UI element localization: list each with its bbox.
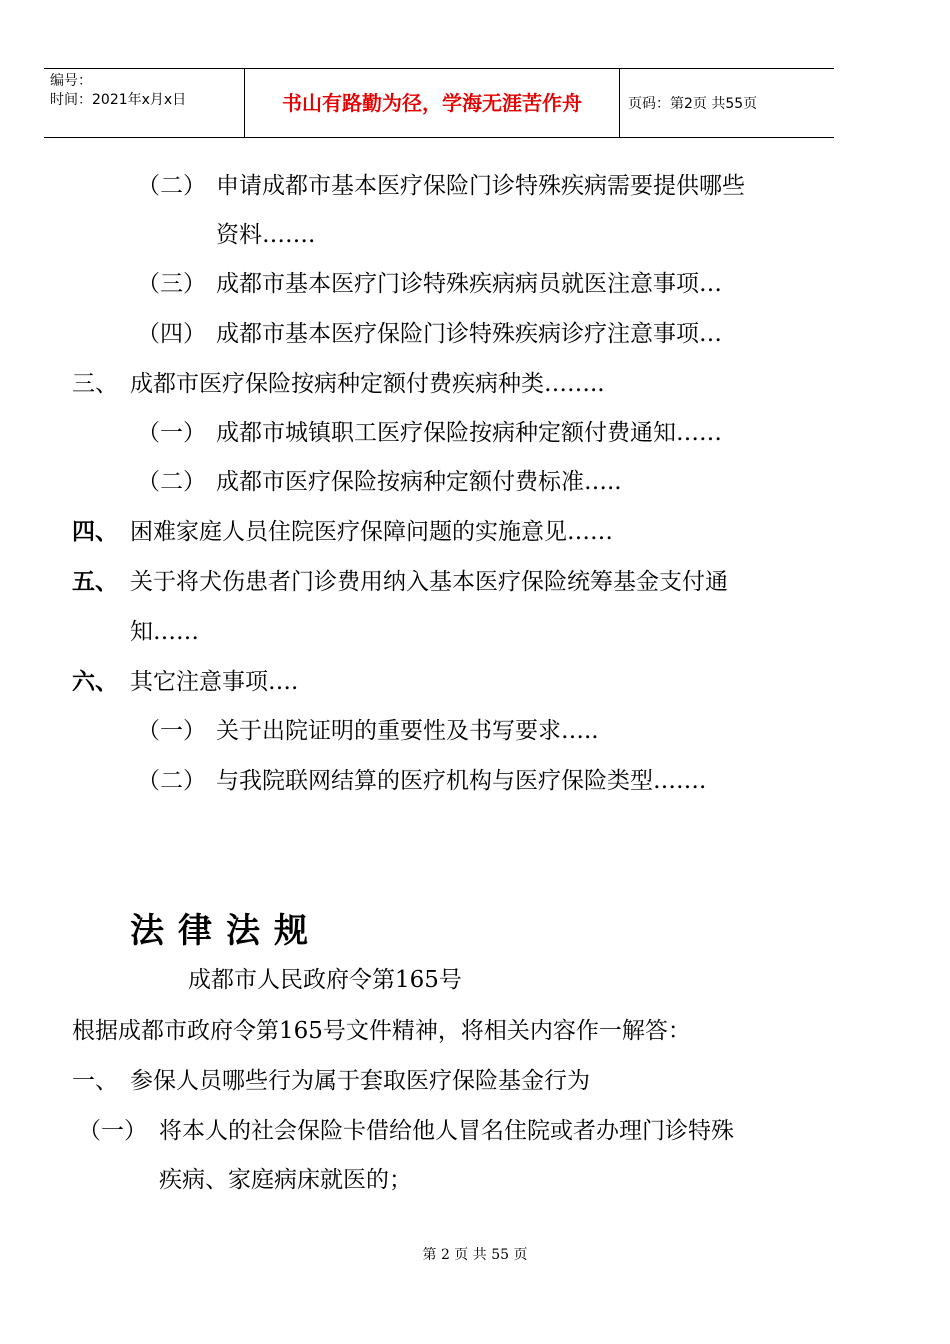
item-marker: 一、 [72,1068,118,1094]
page-footer: 第 2 页 共 55 页 [422,1247,528,1263]
toc-marker: 三、 [72,371,118,397]
toc-text: 困难家庭人员住院医疗保障问题的实施意见…… [130,519,613,545]
toc-text: 知…… [130,619,199,645]
toc-marker: （二） [137,469,206,495]
section-title: 法律法规 [130,911,322,951]
toc-text: 关于出院证明的重要性及书写要求….. [216,718,599,744]
toc-text: 资料……. [216,222,316,248]
header-time-label: 时间：2021年x月x日 [50,92,187,108]
toc-marker: （二） [137,173,206,199]
toc-marker: 四、 [72,518,118,545]
toc-marker: （一） [137,718,206,744]
header-page-info: 页码：第2页 共55页 [628,96,758,112]
toc-marker: （四） [137,321,206,347]
subitem-marker: （一） [78,1118,147,1144]
toc-marker: （三） [137,271,206,297]
decree-line: 成都市人民政府令第165号 [188,967,462,993]
toc-text: 成都市医疗保险按病种定额付费标准….. [216,469,622,495]
header-center-cell [245,69,620,137]
intro-paragraph: 根据成都市政府令第165号文件精神，将相关内容作一解答： [72,1018,691,1044]
toc-text: 成都市医疗保险按病种定额付费疾病种类…….. [130,371,605,397]
header-motto: 书山有路勤为径，学海无涯苦作舟 [282,91,582,115]
toc-text: 申请成都市基本医疗保险门诊特殊疾病需要提供哪些 [216,173,745,199]
page-header [44,68,834,138]
subitem-text: 将本人的社会保险卡借给他人冒名住院或者办理门诊特殊 [159,1118,734,1144]
toc-text: 关于将犬伤患者门诊费用纳入基本医疗保险统筹基金支付通 [130,569,728,595]
toc-text: 成都市基本医疗保险门诊特殊疾病诊疗注意事项… [216,321,722,347]
item-text: 参保人员哪些行为属于套取医疗保险基金行为 [130,1068,590,1094]
subitem-continuation: 疾病、家庭病床就医的； [159,1167,412,1193]
header-number-label: 编号： [50,73,92,89]
toc-text: 成都市基本医疗门诊特殊疾病病员就医注意事项… [216,271,722,297]
header-right-cell [620,69,834,137]
toc-marker: （一） [137,420,206,446]
toc-marker: 五、 [72,568,118,595]
toc-text: 成都市城镇职工医疗保险按病种定额付费通知…… [216,420,722,446]
toc-marker: （二） [137,768,206,794]
header-left-cell [44,69,245,137]
toc-marker: 六、 [72,668,118,695]
toc-text: 其它注意事项…. [130,669,299,695]
toc-text: 与我院联网结算的医疗机构与医疗保险类型……. [216,768,707,794]
